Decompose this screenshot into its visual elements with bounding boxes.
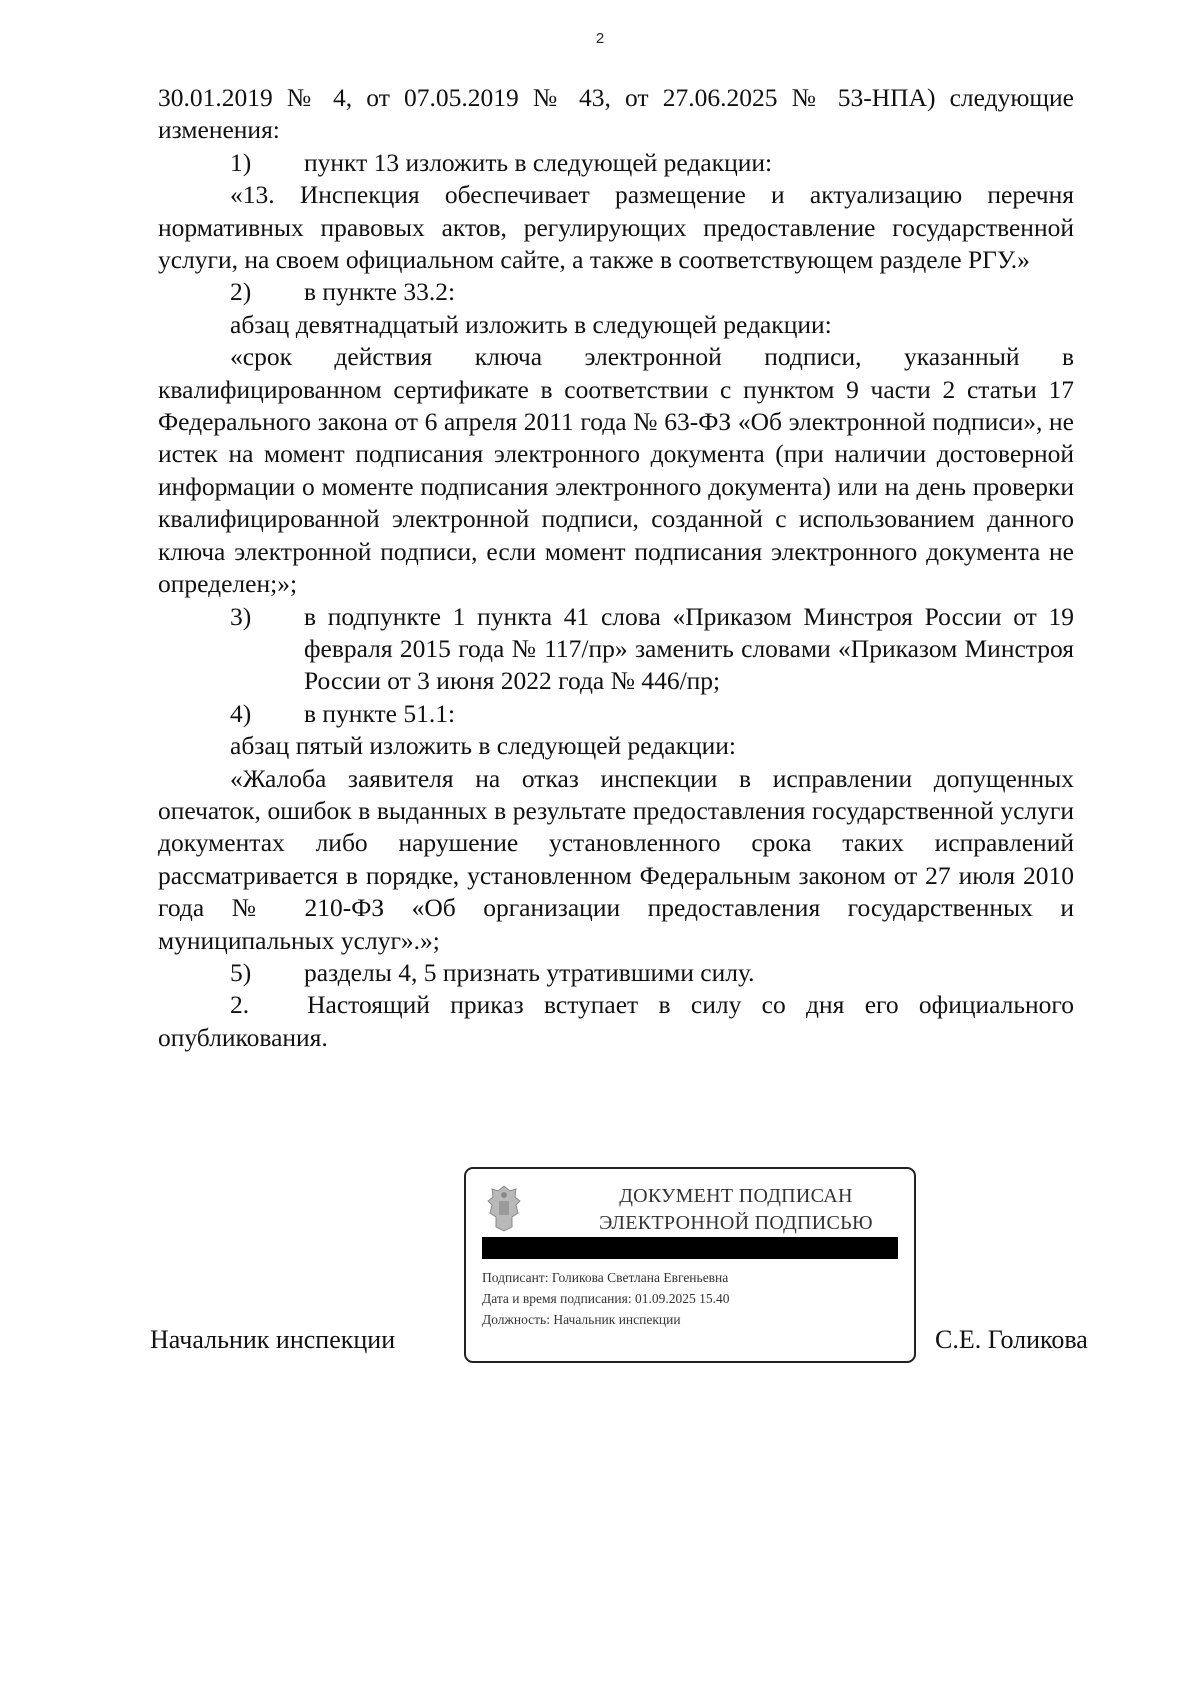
list-item-number: 1) bbox=[230, 147, 252, 177]
paragraph-item13: «13. Инспекция обеспечивает размещение и актуализацию перечня нормативных правовых актов, регулирующих предоставление государственной услуги, на своем официальном сайте, а также в соответствующем разделе РГУ.» bbox=[158, 180, 1074, 275]
page-number: 2 bbox=[595, 30, 605, 47]
list-item-5 bbox=[158, 957, 1074, 989]
list-item-text: в подпункте 1 пункта 41 слова «Приказом Минстроя России от 19 февраля 2015 года № 117/пр» заменить словами «Приказом Минстроя России от 3 июня 2022 года № 446/пр; bbox=[304, 601, 1074, 696]
paragraph-effective bbox=[158, 989, 1074, 1054]
stamp-title-line2: ЭЛЕКТРОННОЙ ПОДПИСЬЮ bbox=[599, 1212, 873, 1234]
list-item-3 bbox=[158, 601, 1074, 698]
paragraph-number: 2. bbox=[230, 990, 250, 1020]
list-item-text: в пункте 33.2: bbox=[304, 277, 456, 307]
list-item-text: пункт 13 изложить в следующей редакции: bbox=[304, 147, 773, 177]
stamp-signer: Подписант: Голикова Светлана Евгеньевна bbox=[482, 1270, 729, 1285]
coat-of-arms-icon bbox=[482, 1183, 526, 1233]
list-item-text: разделы 4, 5 признать утратившими силу. bbox=[304, 957, 755, 987]
redaction-bar bbox=[482, 1237, 898, 1259]
list-item-number: 3) bbox=[230, 601, 252, 631]
signatory-name: С.Е. Голикова bbox=[935, 1325, 1088, 1354]
list-item-number: 4) bbox=[230, 698, 252, 728]
stamp-post: Должность: Начальник инспекции bbox=[482, 1312, 681, 1327]
list-item-text: в пункте 51.1: bbox=[304, 698, 456, 728]
paragraph-abzac5: абзац пятый изложить в следующей редакции: bbox=[230, 731, 736, 761]
list-item-number: 2) bbox=[230, 277, 252, 307]
paragraph-abzac19: абзац девятнадцатый изложить в следующей редакции: bbox=[230, 309, 832, 339]
paragraph-complaint: «Жалоба заявителя на отказ инспекции в исправлении допущенных опечаток, ошибок в выданных в результате предоставления государственной услуги документах либо нарушение установленного срока таких исправлений рассматривается в порядке, установленном Федеральным законом от 27 июля 2010 года № 210-ФЗ «Об организации предоставления государственных и муниципальных услуг».»; bbox=[158, 763, 1074, 955]
stamp-details bbox=[482, 1267, 729, 1330]
paragraph-intro: 30.01.2019 № 4, от 07.05.2019 № 43, от 27.06.2025 № 53-НПА) следующие изменения: bbox=[158, 83, 1074, 145]
stamp-datetime: Дата и время подписания: 01.09.2025 15.40 bbox=[482, 1291, 730, 1306]
paragraph-text: Настоящий приказ вступает в силу со дня его официального опубликования. bbox=[158, 990, 1074, 1052]
list-item-number: 5) bbox=[230, 957, 252, 987]
paragraph-signature-term: «срок действия ключа электронной подписи, указанный в квалифицированном сертификате в соответствии с пунктом 9 части 2 статьи 17 Федерального закона от 6 апреля 2011 года № 63-ФЗ «Об электронной подписи», не истек на момент подписания электронного документа (при наличии достоверной информации о моменте подписания электронного документа) или на день проверки квалифицированной электронной подписи, созданной с использованием данного ключа электронной подписи, если момент подписания электронного документа не определен;»; bbox=[158, 342, 1074, 599]
list-item-4 bbox=[158, 698, 1074, 730]
signatory-position: Начальник инспекции bbox=[150, 1325, 396, 1354]
list-item-1 bbox=[158, 147, 1074, 179]
stamp-title-line1: ДОКУМЕНТ ПОДПИСАН bbox=[619, 1185, 853, 1207]
document-body bbox=[158, 82, 1074, 1054]
list-item-2 bbox=[158, 276, 1074, 308]
stamp-title bbox=[566, 1183, 906, 1237]
electronic-signature-stamp bbox=[464, 1167, 916, 1363]
